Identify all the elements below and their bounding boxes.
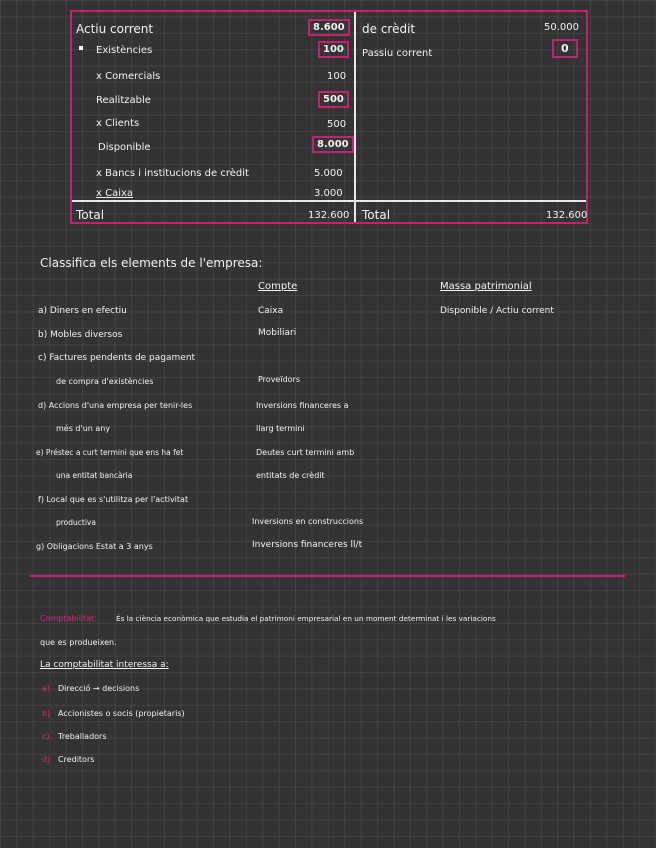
disponible-value: 8.000 — [312, 136, 354, 153]
interest-title: La comptabilitat interessa a: — [40, 660, 169, 670]
comptabilitat-definition-2: que es produeixen. — [40, 638, 117, 647]
list-marker-d: d) — [42, 755, 51, 764]
credit-value: 50.000 — [544, 22, 579, 33]
actiu-corrent-label: Actiu corrent — [76, 22, 154, 36]
item-d-desc: d) Accions d'una empresa per tenir-les — [38, 401, 193, 410]
col-compte-header: Compte — [258, 281, 298, 292]
item-e-desc-2: una entitat bancària — [56, 471, 133, 480]
total-line — [72, 200, 586, 202]
sheet-divider — [354, 12, 356, 222]
existencies-label: Existències — [96, 45, 153, 56]
bullet — [79, 46, 83, 50]
item-d-desc-2: més d'un any — [56, 424, 111, 433]
caixa-label: x Caixa — [96, 188, 134, 199]
balance-sheet — [70, 10, 588, 224]
item-f-desc: f) Local que es s'utilitza per l'activitat — [38, 495, 189, 504]
item-e-compte: Deutes curt termini amb — [256, 448, 355, 457]
credit-label: de crèdit — [362, 22, 416, 36]
passiu-corrent-label: Passiu corrent — [362, 48, 433, 59]
item-c-desc: c) Factures pendents de pagament — [38, 353, 196, 363]
item-e-compte-2: entitats de crèdit — [256, 471, 325, 480]
clients-label: x Clients — [96, 118, 140, 129]
classify-title: Classifica els elements de l'empresa: — [40, 256, 263, 270]
caixa-value: 3.000 — [314, 188, 343, 199]
item-a-massa: Disponible / Actiu corrent — [440, 306, 554, 316]
section-separator — [30, 575, 625, 577]
actiu-corrent-value: 8.600 — [308, 19, 350, 36]
item-a-desc: a) Diners en efectiu — [38, 306, 127, 316]
item-d-compte: Inversions financeres a — [256, 401, 349, 410]
item-f-desc-2: productiva — [56, 518, 96, 527]
comercials-value: 100 — [327, 71, 347, 82]
item-c-compte: Proveïdors — [258, 375, 300, 384]
list-item-c: Treballadors — [58, 732, 107, 741]
realitzable-value: 500 — [318, 91, 349, 108]
existencies-value: 100 — [318, 41, 349, 58]
comptabilitat-term: Comptabilitat: — [40, 614, 98, 623]
item-c-desc-2: de compra d'existències — [56, 377, 154, 386]
disponible-label: Disponible — [98, 142, 151, 153]
list-marker-a: a) — [42, 684, 51, 693]
right-total-value: 132.600 — [546, 210, 588, 221]
item-b-desc: b) Mobles diversos — [38, 330, 123, 340]
item-f-compte: Inversions en construccions — [252, 517, 364, 526]
left-total-label: Total — [76, 208, 105, 222]
clients-value: 500 — [327, 119, 347, 130]
item-b-compte: Mobiliari — [258, 328, 297, 338]
item-a-compte: Caixa — [258, 306, 284, 316]
col-massa-header: Massa patrimonial — [440, 281, 532, 292]
item-d-compte-2: llarg termini — [256, 424, 305, 433]
comercials-label: x Comercials — [96, 71, 161, 82]
item-g-desc: g) Obligacions Estat a 3 anys — [36, 542, 153, 551]
item-e-desc: e) Préstec a curt termini que ens ha fet — [36, 448, 184, 457]
item-g-compte: Inversions financeres ll/t — [252, 540, 363, 550]
comptabilitat-definition: És la ciència econòmica que estudia el patrimoni empresarial en un moment determinat i les variacions — [116, 614, 496, 623]
realitzable-label: Realitzable — [96, 95, 151, 106]
list-marker-c: c) — [42, 732, 50, 741]
left-total-value: 132.600 — [308, 210, 350, 221]
list-item-b: Accionistes o socis (propietaris) — [58, 709, 185, 718]
list-item-a: Direcció → decisions — [58, 684, 140, 693]
list-item-d: Creditors — [58, 755, 95, 764]
passiu-corrent-value: 0 — [552, 39, 578, 58]
bancs-value: 5.000 — [314, 168, 343, 179]
bancs-label: x Bancs i institucions de crèdit — [96, 168, 249, 179]
right-total-label: Total — [362, 208, 391, 222]
list-marker-b: b) — [42, 709, 51, 718]
